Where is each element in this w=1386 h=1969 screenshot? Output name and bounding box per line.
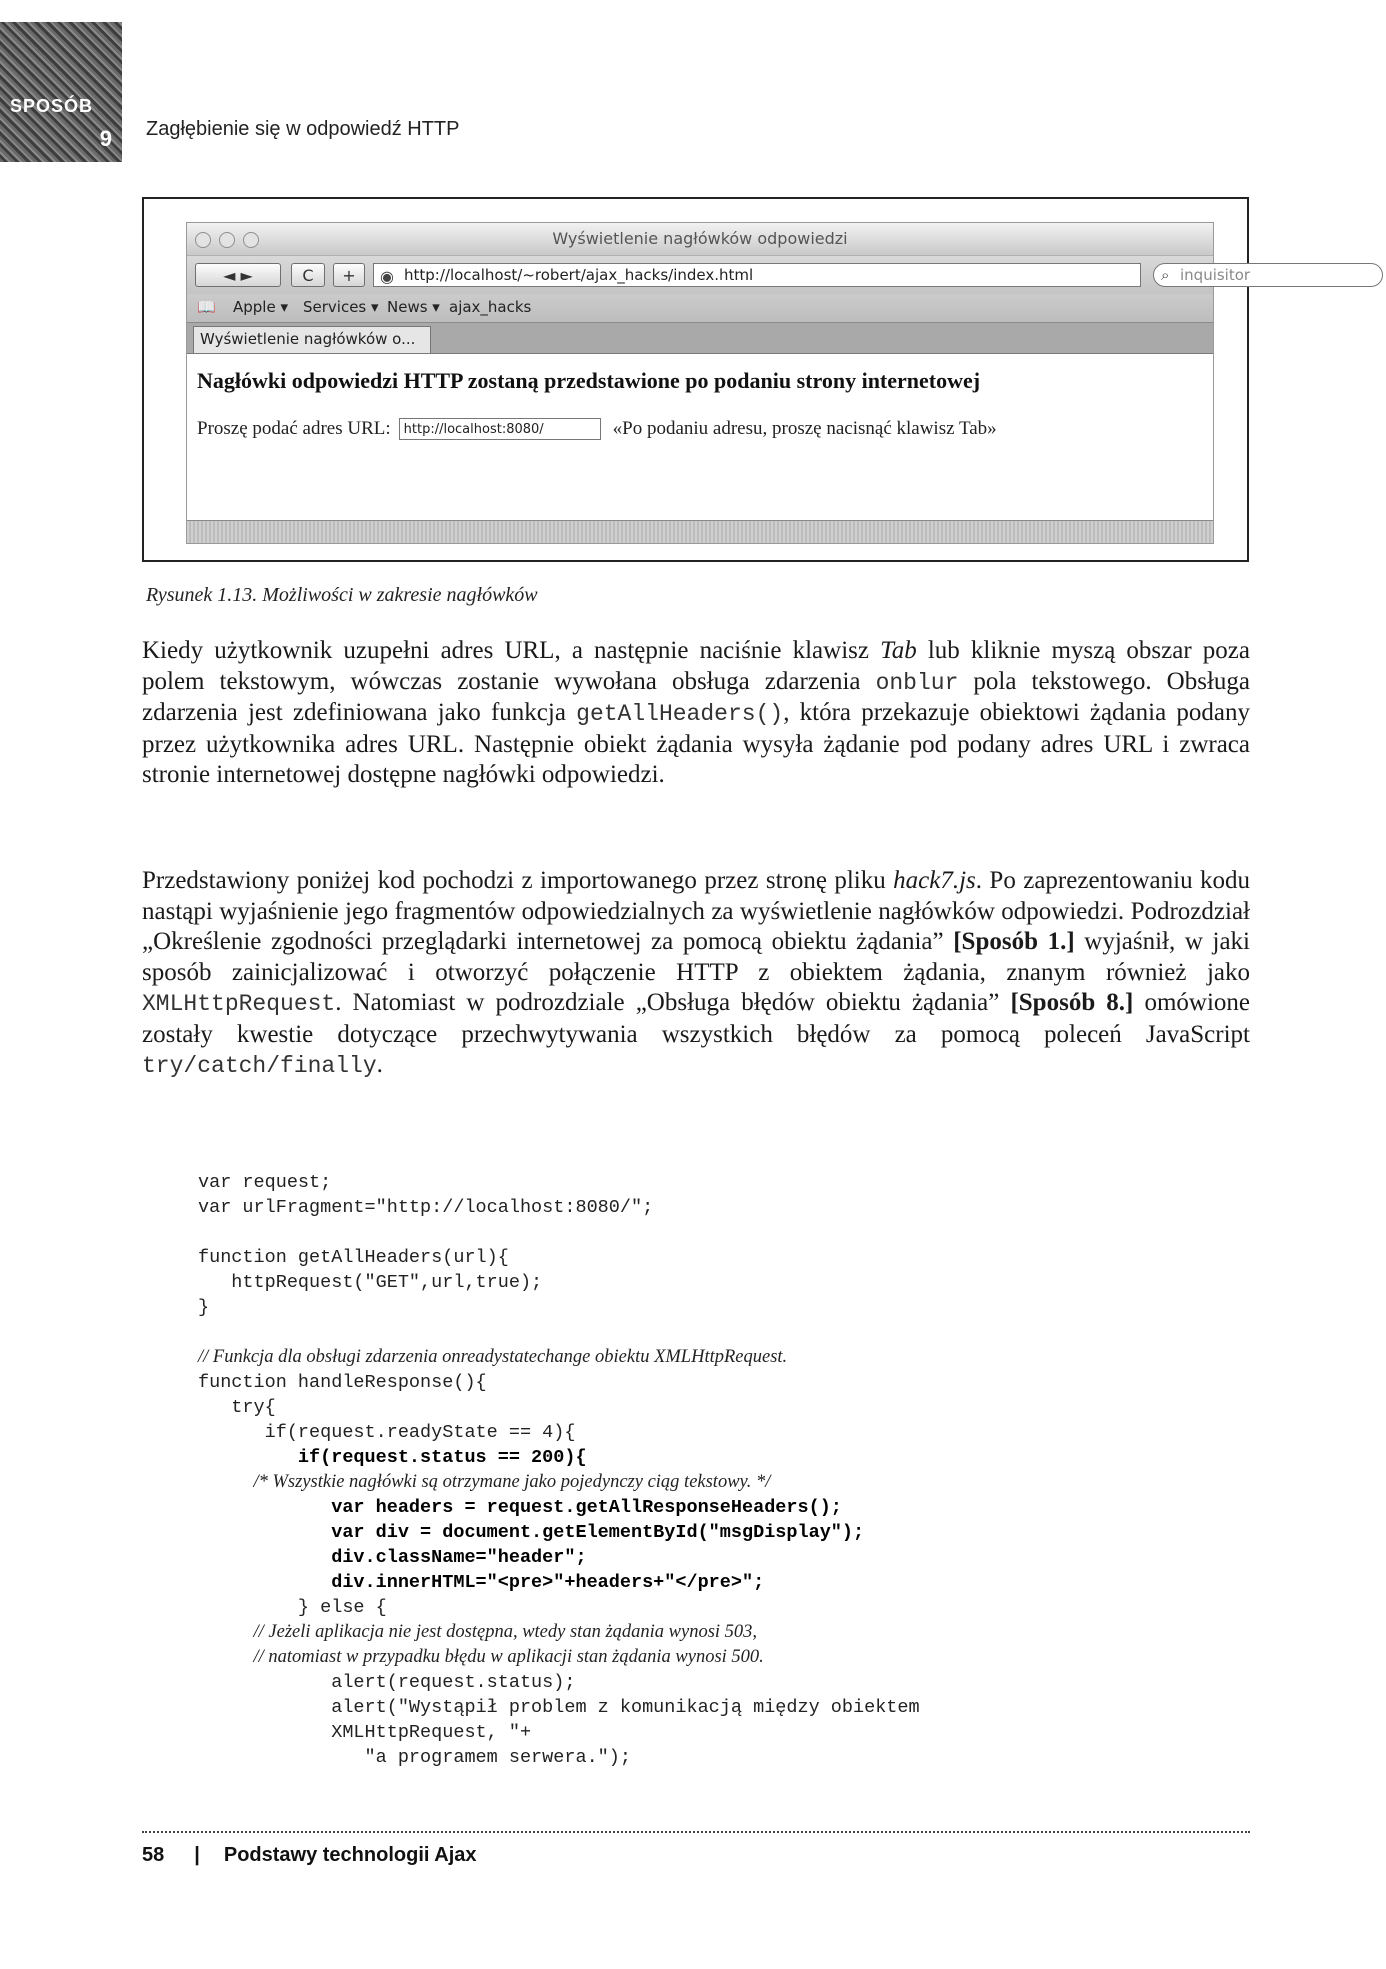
window-title: Wyświetlenie nagłówków odpowiedzi — [552, 229, 848, 248]
search-field[interactable] — [1153, 263, 1383, 287]
code-listing — [198, 1170, 920, 1770]
running-head: Zagłębienie się w odpowiedź HTTP — [146, 118, 460, 140]
page-number: 58 — [142, 1844, 165, 1866]
para2-text-5: omówione zostały kwestie dotyczące przechwytywania wszystkich błędów za pomocą poleceń JavaScript — [142, 989, 1250, 1048]
para2-text-2: . Po zaprezentowaniu kodu nastąpi wyjaśnienie jego fragmentów odpowiedzialnych za wyświetlenie nagłówków odpowiedzi. Podrozdział „Określenie zgodności przeglądarki internetowej za pomocą obiektu żądania” — [142, 867, 1250, 955]
code-line: httpRequest("GET",url,true); — [198, 1272, 543, 1293]
page-footer — [142, 1844, 477, 1867]
figure-caption: Rysunek 1.13. Możliwości w zakresie nagłówków — [146, 584, 538, 606]
code-line — [198, 1320, 920, 1345]
tab-active[interactable]: Wyświetlenie nagłówków o... — [193, 326, 431, 353]
figure-frame — [142, 197, 1249, 562]
code-line: } else { — [198, 1597, 387, 1618]
search-icon: ⌕ — [1161, 266, 1170, 284]
back-forward-button[interactable]: ◄ ► — [195, 263, 281, 287]
para1-text-1: Kiedy użytkownik uzupełni adres URL, a następnie naciśnie klawisz — [142, 637, 881, 664]
para1-code-getallheaders: getAllHeaders() — [576, 701, 784, 727]
url-form-row — [197, 418, 997, 440]
bookmarks-bar — [187, 294, 1213, 322]
code-line: function getAllHeaders(url){ — [198, 1247, 509, 1268]
reload-button[interactable]: C — [291, 263, 325, 287]
footer-separator: | — [194, 1844, 200, 1866]
para2-text-4: . Natomiast w podrozdziale „Obsługa błędów obiektu żądania” — [335, 989, 1011, 1016]
globe-icon: ◉ — [380, 267, 394, 286]
code-line-bold: var headers = request.getAllResponseHeaders(); — [198, 1497, 842, 1518]
code-comment-line: // natomiast w przypadku błędu w aplikacji stan żądania wynosi 500. — [198, 1647, 764, 1667]
code-line: "a programem serwera."); — [198, 1747, 631, 1768]
page-content — [187, 354, 1213, 534]
para1-text-2: lub kliknie myszą obszar poza polem tekstowym, wówczas zostanie wywołana obsługa zdarzenia — [142, 637, 1250, 695]
code-line: XMLHttpRequest, "+ — [198, 1722, 532, 1743]
para2-ref-sposob-8: [Sposób 8.] — [1010, 989, 1134, 1016]
para2-text-3: wyjaśnił, w jaki sposób zainicjalizować i otworzyć połączenie HTTP z obiektem żądania, znanym również jako — [142, 928, 1250, 986]
bookmark-ajax-hacks[interactable]: ajax_hacks — [449, 298, 532, 316]
code-line: var urlFragment="http://localhost:8080/"; — [198, 1197, 654, 1218]
bookmark-news[interactable]: News ▾ — [387, 298, 440, 316]
code-line-bold: if(request.status == 200){ — [198, 1447, 587, 1468]
para1-key-tab: Tab — [880, 637, 917, 664]
book-title: Podstawy technologii Ajax — [223, 1844, 477, 1866]
code-line-bold: div.className="header"; — [198, 1547, 587, 1568]
code-line: try{ — [198, 1397, 276, 1418]
browser-toolbar — [187, 256, 1251, 294]
code-line-bold: var div = document.getElementById("msgDisplay"); — [198, 1522, 865, 1543]
url-prompt-label: Proszę podać adres URL: — [197, 418, 391, 439]
code-line: } — [198, 1297, 210, 1318]
code-comment-line: // Jeżeli aplikacja nie jest dostępna, wtedy stan żądania wynosi 503, — [198, 1622, 758, 1642]
search-placeholder: inquisitor — [1180, 266, 1251, 284]
code-line: if(request.readyState == 4){ — [198, 1422, 576, 1443]
book-icon[interactable]: 📖 — [197, 298, 216, 316]
para1-text-4: , która przekazuje obiektowi żądania podany przez użytkownika adres URL. Następnie obiekt żądania wysyła żądanie pod podany adres URL i zwraca stronie internetowej dostępne nagłówki odpowiedzi. — [142, 699, 1250, 788]
bookmark-apple[interactable]: Apple ▾ — [233, 298, 288, 316]
code-line: alert(request.status); — [198, 1672, 576, 1693]
url-input[interactable] — [399, 418, 601, 440]
para2-code-xmlhttprequest: XMLHttpRequest — [142, 991, 336, 1017]
para2-ref-sposob-1: [Sposób 1.] — [953, 928, 1075, 955]
footer-rule — [142, 1831, 1250, 1833]
para2-text-6: . — [376, 1051, 383, 1078]
code-line: var request; — [198, 1172, 332, 1193]
code-comment-line: /* Wszystkie nagłówki są otrzymane jako pojedynczy ciąg tekstowy. */ — [198, 1472, 771, 1492]
url-hint: «Po podaniu adresu, proszę nacisnąć klawisz Tab» — [612, 418, 997, 439]
para2-text-1: Przedstawiony poniżej kod pochodzi z importowanego przez stronę pliku — [142, 867, 894, 894]
paragraph-1 — [142, 636, 1250, 791]
para2-filename: hack7.js — [893, 867, 976, 894]
badge-number: 9 — [99, 126, 112, 151]
bookmark-services[interactable]: Services ▾ — [303, 298, 379, 316]
para1-text-3: pola tekstowego. Obsługa zdarzenia jest zdefiniowana jako funkcja — [142, 667, 1251, 726]
address-bar-text: http://localhost/~robert/ajax_hacks/index.html — [404, 266, 754, 284]
window-titlebar — [187, 223, 1213, 256]
page-heading: Nagłówki odpowiedzi HTTP zostaną przedstawione po podaniu strony internetowej — [197, 368, 981, 393]
chapter-badge — [0, 22, 122, 162]
code-comment-line: // Funkcja dla obsługi zdarzenia onreadystatechange obiektu XMLHttpRequest. — [198, 1347, 788, 1367]
code-line: function handleResponse(){ — [198, 1372, 487, 1393]
badge-label: SPOSÓB — [10, 96, 94, 116]
address-bar[interactable] — [373, 263, 1141, 287]
browser-window — [186, 222, 1251, 544]
code-line: alert("Wystąpił problem z komunikacją między obiektem — [198, 1697, 920, 1718]
add-bookmark-button[interactable]: + — [333, 263, 365, 287]
para2-code-try-catch: try/catch/finally — [142, 1053, 377, 1079]
para1-code-onblur: onblur — [875, 669, 959, 696]
tab-bar — [187, 322, 1213, 354]
code-line — [198, 1220, 920, 1245]
status-bar — [187, 520, 1213, 543]
paragraph-2 — [142, 866, 1250, 1082]
code-line-bold: div.innerHTML="<pre>"+headers+"</pre>"; — [198, 1572, 765, 1593]
